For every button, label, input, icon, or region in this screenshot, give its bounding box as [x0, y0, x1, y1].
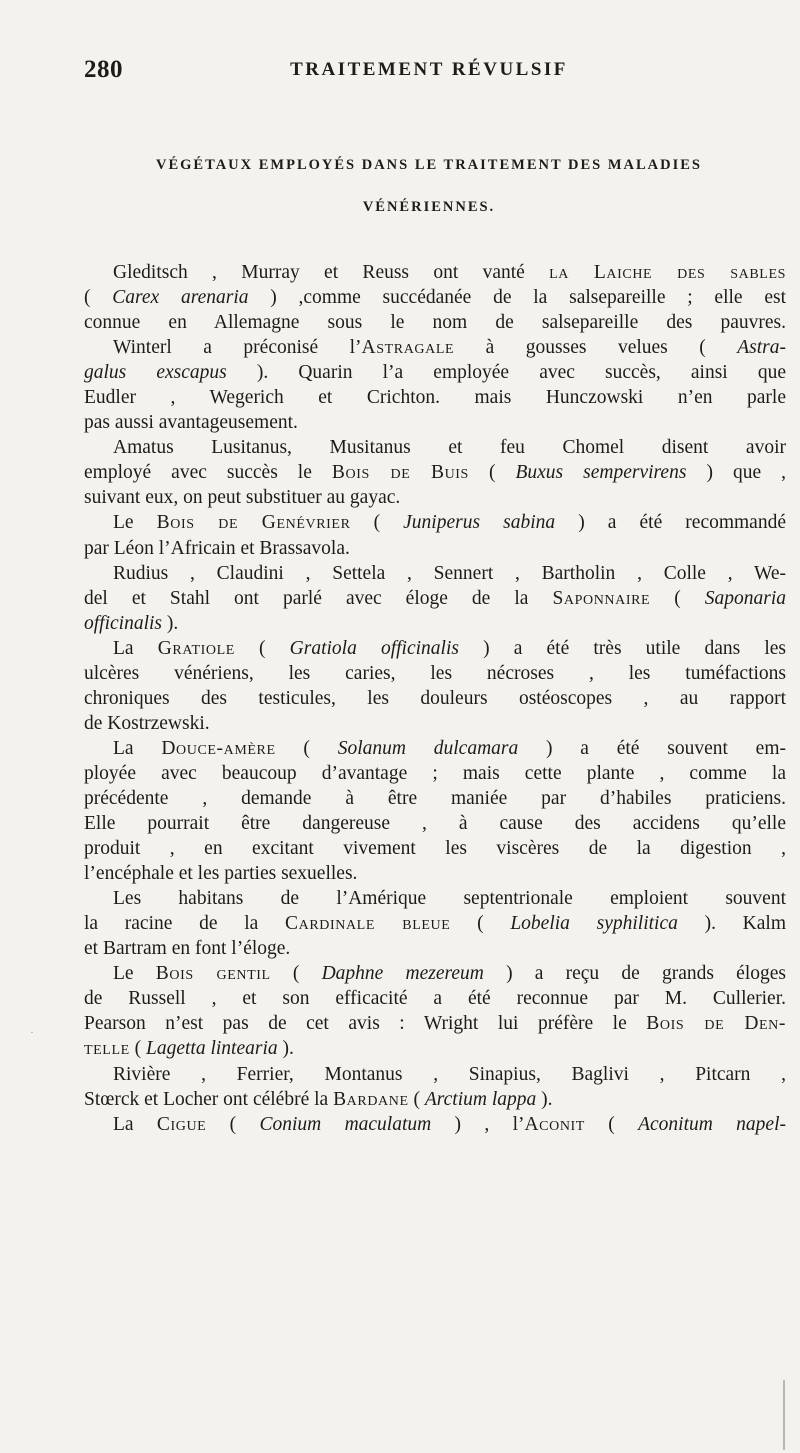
text-line [84, 786, 786, 811]
text-run: ( [450, 913, 511, 935]
text-run: ). Quarin l’a employée avec succès, ainsi que [226, 362, 786, 384]
small-caps-term: telle [84, 1038, 130, 1060]
text-line [84, 1087, 786, 1112]
text-run: précédente , demande à être maniée par d’habiles praticiens. [84, 787, 786, 809]
text-line [84, 811, 786, 836]
text-line [84, 936, 786, 961]
small-caps-term: Aconit [524, 1113, 585, 1135]
text-line [84, 385, 786, 410]
text-run: par Léon l’Africain et Brassavola. [84, 537, 350, 559]
text-line [84, 736, 786, 761]
text-run: et Bartram en font l’éloge. [84, 938, 291, 960]
latin-name: Lobelia syphilitica [510, 913, 678, 935]
text-run: ( [350, 512, 404, 534]
latin-name: Conium maculatum [259, 1113, 432, 1135]
text-run: ( [468, 462, 516, 484]
text-line [84, 536, 786, 561]
latin-name: Arctium lappa [424, 1088, 537, 1110]
text-run: ) que , [686, 462, 787, 484]
text-line [84, 711, 786, 736]
small-caps-term: Bardane [333, 1088, 409, 1110]
text-run: Rudius , Claudini , Settela , Sennert , Bartholin , Colle , We- [113, 562, 786, 584]
text-run: ). Kalm [677, 913, 786, 935]
text-line [84, 1112, 786, 1137]
text-run: de Russell , et son efficacité a été reconnue par M. Cullerier. [84, 988, 786, 1010]
small-caps-term: Astragale [361, 337, 455, 359]
small-caps-term: Cardinale bleue [285, 913, 451, 935]
running-title: TRAITEMENT RÉVULSIF [290, 59, 568, 80]
text-line [84, 561, 786, 586]
latin-name: galus exscapus [84, 362, 227, 384]
text-run: de Kostrzewski. [84, 712, 210, 734]
text-line [84, 636, 786, 661]
text-line [84, 335, 786, 360]
text-run: ( [129, 1038, 147, 1060]
page-edge-mark [783, 1380, 785, 1450]
text-line [84, 861, 786, 886]
text-line [84, 761, 786, 786]
text-run: employé avec succès le [84, 462, 332, 484]
latin-name: Saponaria [704, 587, 786, 609]
text-run: chroniques des testicules, les douleurs ostéoscopes , au rapport [84, 687, 786, 709]
text-line [84, 285, 786, 310]
section-heading-line-2: VÉNÉRIENNES. [362, 199, 496, 215]
text-line [84, 510, 786, 535]
text-line [84, 661, 786, 686]
text-run: ) a été souvent em- [518, 737, 787, 759]
text-line [84, 586, 786, 611]
text-line [84, 1036, 786, 1061]
text-run: ( [270, 963, 322, 985]
small-caps-term: Bois gentil [155, 963, 271, 985]
text-run: suivant eux, on peut substituer au gayac. [84, 487, 401, 509]
text-run: La [113, 737, 162, 759]
text-run: Stœrck et Locher ont célébré la [84, 1088, 334, 1110]
text-run: Le [113, 512, 157, 534]
text-run: ulcères vénériens, les caries, les nécroses , les tuméfactions [84, 662, 786, 684]
latin-name: Carex arenaria [112, 287, 249, 309]
text-line [84, 886, 786, 911]
text-run: Le [113, 963, 156, 985]
small-caps-term: Cigue [156, 1113, 207, 1135]
text-line [84, 961, 786, 986]
section-heading-line-1: VÉGÉTAUX EMPLOYÉS DANS LE TRAITEMENT DES MALADIES [156, 157, 702, 173]
small-caps-term: Douce-amère [161, 737, 276, 759]
text-run: La [113, 637, 158, 659]
text-run: la racine de la [84, 913, 286, 935]
text-line [84, 986, 786, 1011]
text-run: pas aussi avantageusement. [84, 412, 298, 434]
text-run: ) , l’ [431, 1113, 525, 1135]
text-line [84, 1062, 786, 1087]
text-line [84, 1011, 786, 1036]
text-run: ) a été recommandé [555, 512, 786, 534]
text-run: ) a été très utile dans les [458, 637, 786, 659]
text-run: Gleditsch , Murray et Reuss ont vanté [113, 262, 550, 283]
latin-name: officinalis [84, 612, 162, 634]
latin-name: Juniperus sabina [403, 512, 556, 534]
text-line [84, 836, 786, 861]
text-run: Elle pourrait être dangereuse , à cause des accidens qu’elle [84, 813, 786, 835]
latin-name: Buxus sempervirens [515, 462, 687, 484]
text-run: ). [162, 612, 179, 634]
text-run: Amatus Lusitanus, Musitanus et feu Chomel disent avoir [113, 437, 786, 459]
text-line [84, 260, 786, 285]
small-caps-term: Bois de Den- [646, 1013, 786, 1035]
latin-name: Gratiola officinalis [289, 637, 459, 659]
body-text [84, 260, 786, 1137]
text-run: ( [584, 1113, 639, 1135]
text-run: ( [206, 1113, 260, 1135]
text-run: La [113, 1113, 157, 1135]
text-line [84, 360, 786, 385]
latin-name: Solanum dulcamara [337, 737, 519, 759]
text-run: ). [277, 1038, 294, 1060]
text-run: ( [650, 587, 705, 609]
text-run: ( [234, 637, 290, 659]
running-head [84, 56, 774, 86]
latin-name: Lagetta lintearia [146, 1038, 278, 1060]
margin-speck: · [30, 1025, 34, 1039]
text-line [84, 410, 786, 435]
text-line [84, 460, 786, 485]
text-run: ( [84, 287, 113, 309]
latin-name: Daphne mezereum [321, 963, 484, 985]
text-run: connue en Allemagne sous le nom de salsepareille des pauvres. [84, 312, 786, 334]
text-run: Les habitans de l’Amérique septentrionale emploient souvent [113, 888, 786, 910]
text-line [84, 435, 786, 460]
latin-name: Astra- [737, 337, 786, 359]
text-run: Pearson n’est pas de cet avis : Wright lui préfère le [84, 1013, 647, 1035]
small-caps-term: Bois de Genévrier [156, 512, 351, 534]
text-line [84, 485, 786, 510]
text-run: ). [536, 1088, 553, 1110]
text-run: ) ,comme succédanée de la salsepareille ; elle est [248, 287, 786, 309]
small-caps-term: Gratiole [157, 637, 235, 659]
small-caps-term: la Laiche des sables [549, 262, 786, 283]
text-line [84, 911, 786, 936]
text-run: Eudler , Wegerich et Crichton. mais Hunczowski n’en parle [84, 387, 786, 409]
text-run: produit , en excitant vivement les viscères de la digestion , [84, 838, 786, 860]
text-run: à gousses velues ( [454, 337, 738, 359]
small-caps-term: Bois de Buis [331, 462, 469, 484]
text-line [84, 686, 786, 711]
text-run: ) a reçu de grands éloges [483, 963, 786, 985]
text-run: del et Stahl ont parlé avec éloge de la [84, 587, 553, 609]
text-run: l’encéphale et les parties sexuelles. [84, 863, 358, 885]
small-caps-term: Saponnaire [552, 587, 651, 609]
text-line [84, 310, 786, 335]
text-line [84, 611, 786, 636]
page-number: 280 [84, 56, 123, 83]
text-run: Winterl a préconisé l’ [113, 337, 362, 359]
latin-name: Aconitum napel- [638, 1113, 786, 1135]
text-run: ployée avec beaucoup d’avantage ; mais cette plante , comme la [84, 762, 786, 784]
text-run: ( [275, 737, 338, 759]
text-run: Rivière , Ferrier, Montanus , Sinapius, Baglivi , Pitcarn , [113, 1063, 786, 1085]
text-run: ( [408, 1088, 425, 1110]
